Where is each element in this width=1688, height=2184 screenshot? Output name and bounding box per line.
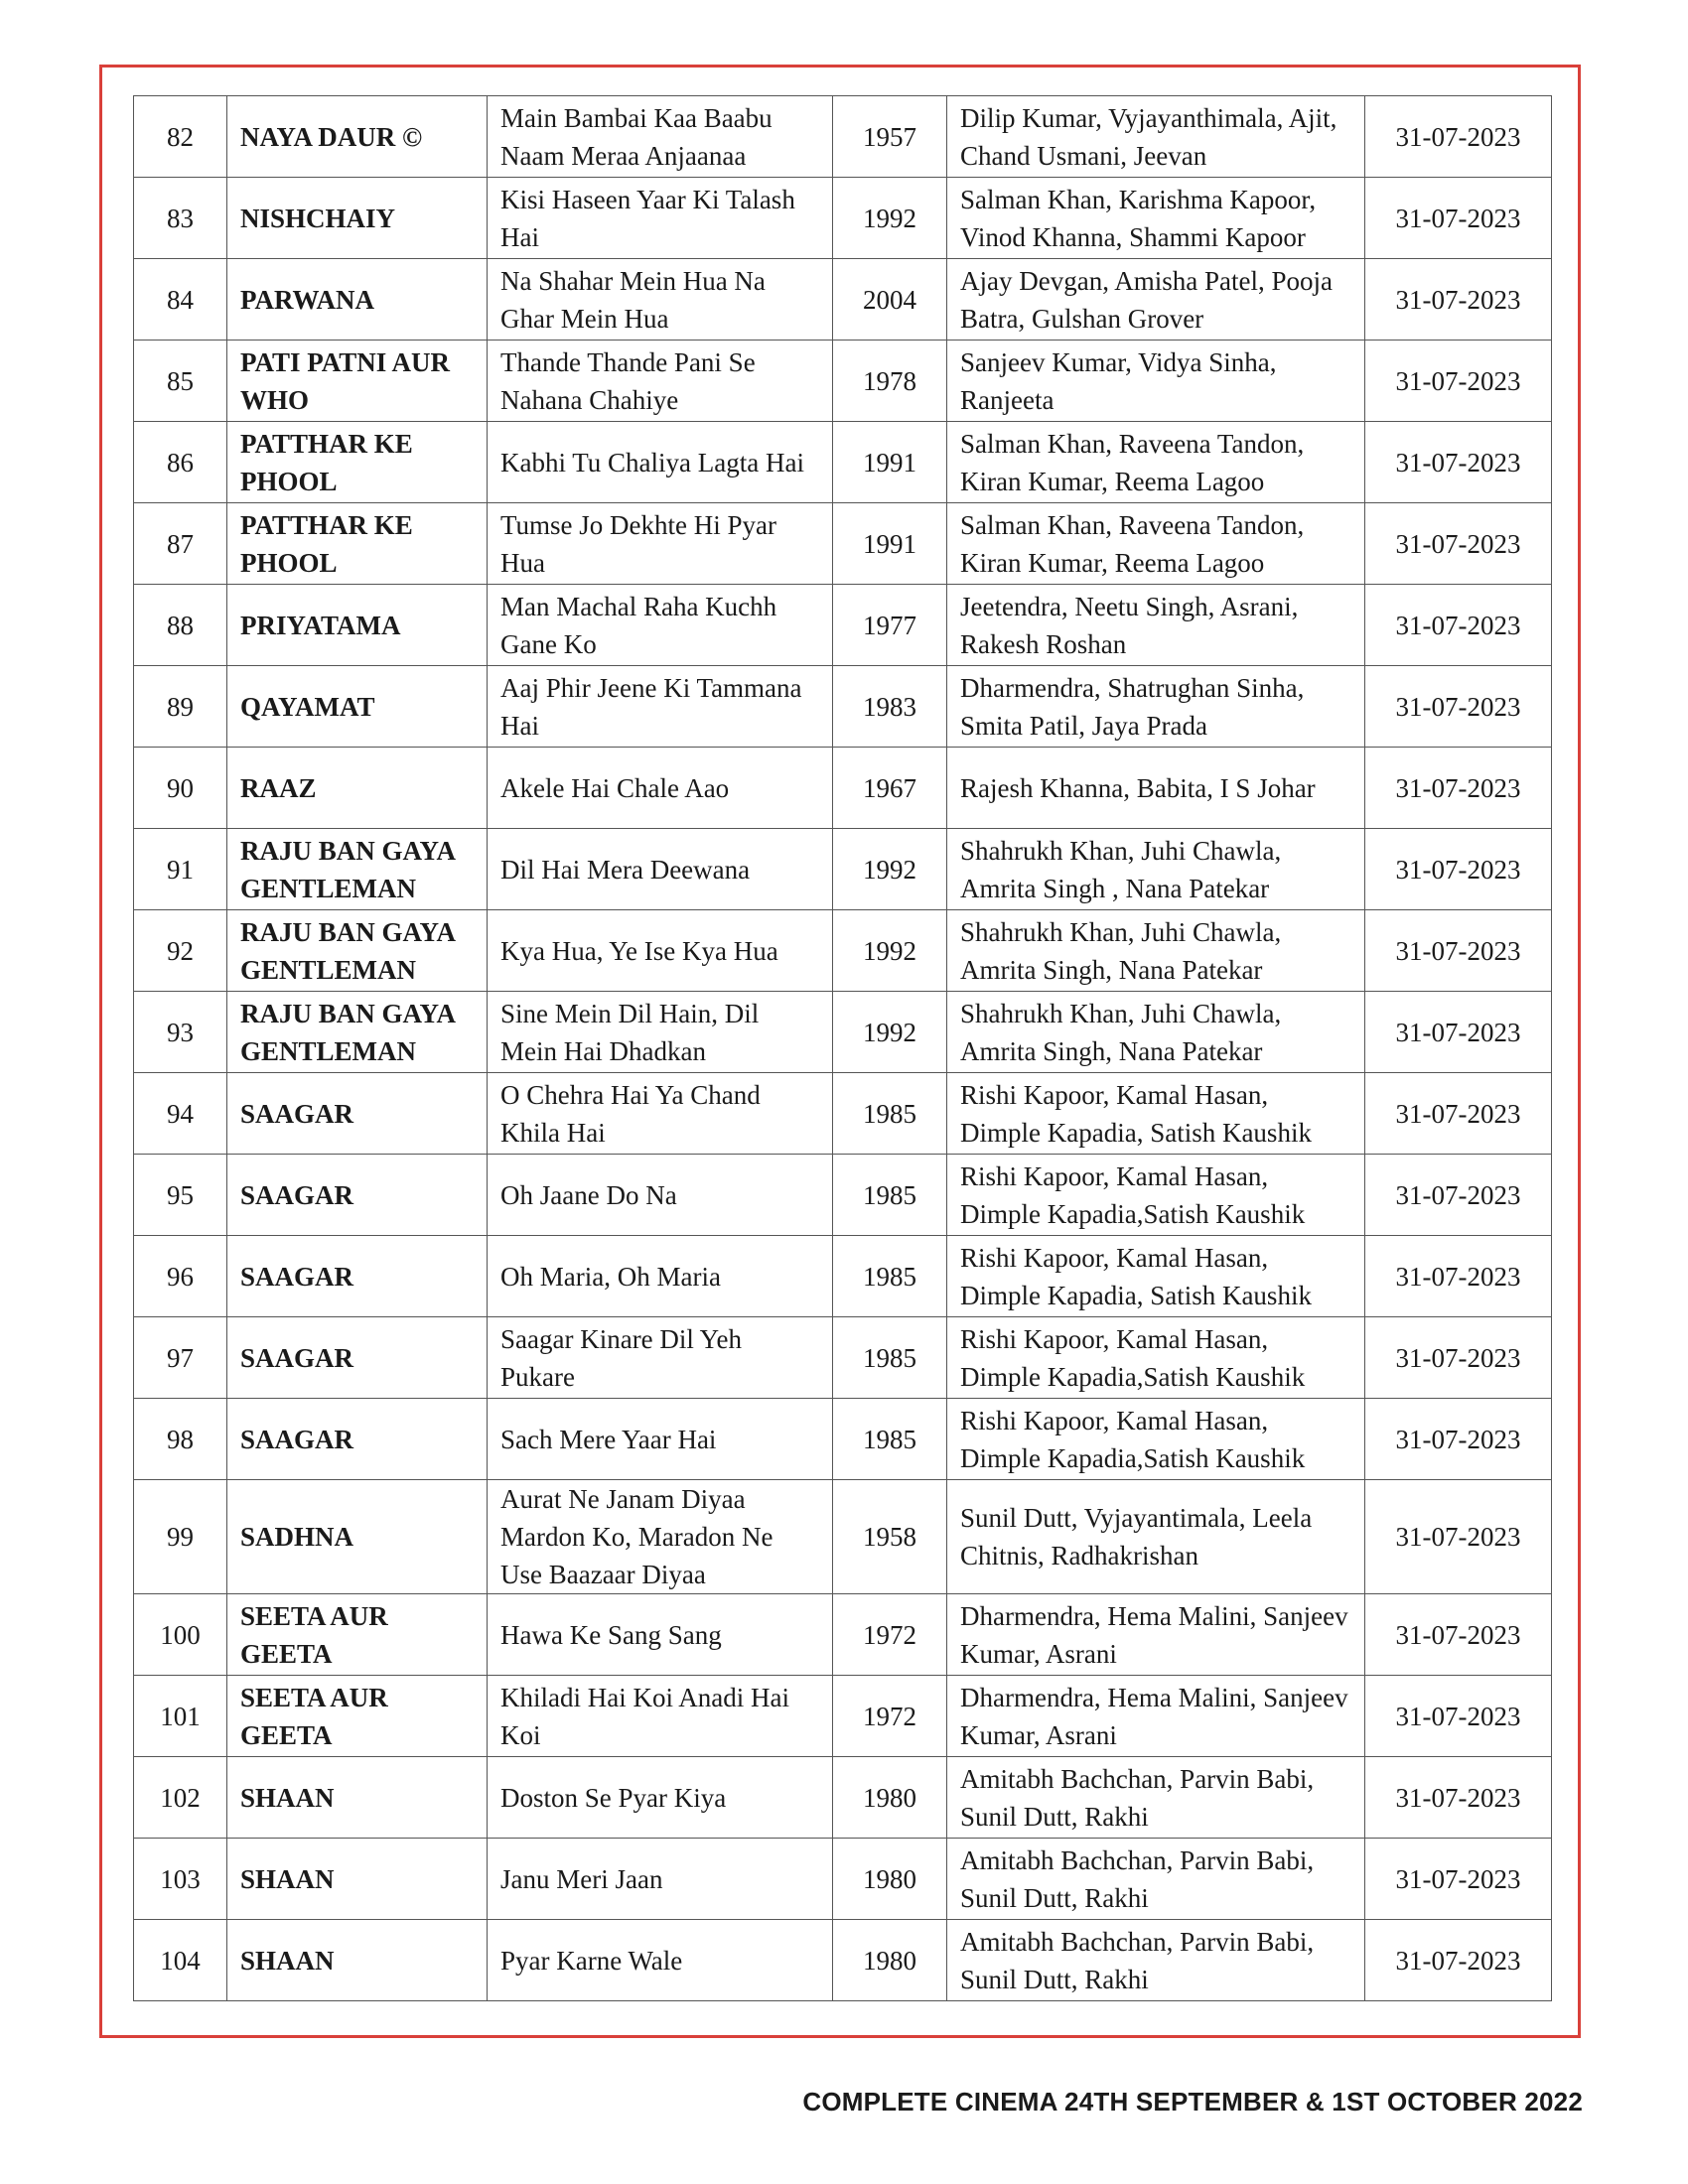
cell-valid-until-date: 31-07-2023	[1365, 1757, 1552, 1839]
cell-cast: Rishi Kapoor, Kamal Hasan, Dimple Kapadia, Satish Kaushik	[947, 1073, 1365, 1155]
cell-cast: Dilip Kumar, Vyjayanthimala, Ajit, Chand Usmani, Jeevan	[947, 96, 1365, 178]
cell-valid-until-date: 31-07-2023	[1365, 1676, 1552, 1757]
cell-release-year: 1992	[833, 992, 947, 1073]
cell-valid-until-date: 31-07-2023	[1365, 585, 1552, 666]
cell-serial-number: 95	[134, 1155, 227, 1236]
cell-film-title: PRIYATAMA	[227, 585, 488, 666]
table-row	[134, 1839, 1552, 1920]
cell-release-year: 1992	[833, 178, 947, 259]
cell-release-year: 1985	[833, 1073, 947, 1155]
cell-cast: Sanjeev Kumar, Vidya Sinha, Ranjeeta	[947, 341, 1365, 422]
cell-cast: Salman Khan, Raveena Tandon, Kiran Kumar, Reema Lagoo	[947, 503, 1365, 585]
table-row	[134, 259, 1552, 341]
cell-valid-until-date: 31-07-2023	[1365, 829, 1552, 910]
cell-release-year: 1985	[833, 1155, 947, 1236]
cell-release-year: 1985	[833, 1399, 947, 1480]
cell-song-title: Saagar Kinare Dil Yeh Pukare	[488, 1317, 833, 1399]
table-row	[134, 1480, 1552, 1594]
cell-release-year: 1991	[833, 503, 947, 585]
table-row	[134, 178, 1552, 259]
cell-film-title: PATI PATNI AUR WHO	[227, 341, 488, 422]
table-row	[134, 1757, 1552, 1839]
table-row	[134, 1594, 1552, 1676]
table-row	[134, 341, 1552, 422]
cell-song-title: Kabhi Tu Chaliya Lagta Hai	[488, 422, 833, 503]
cell-release-year: 1972	[833, 1594, 947, 1676]
cell-valid-until-date: 31-07-2023	[1365, 341, 1552, 422]
cell-cast: Dharmendra, Shatrughan Sinha, Smita Patil, Jaya Prada	[947, 666, 1365, 748]
table-row	[134, 1236, 1552, 1317]
cell-song-title: Na Shahar Mein Hua Na Ghar Mein Hua	[488, 259, 833, 341]
cell-song-title: Dil Hai Mera Deewana	[488, 829, 833, 910]
cell-film-title: SEETA AUR GEETA	[227, 1594, 488, 1676]
cell-release-year: 1978	[833, 341, 947, 422]
cell-cast: Amitabh Bachchan, Parvin Babi, Sunil Dutt, Rakhi	[947, 1839, 1365, 1920]
cell-release-year: 1958	[833, 1480, 947, 1594]
cell-cast: Dharmendra, Hema Malini, Sanjeev Kumar, Asrani	[947, 1676, 1365, 1757]
table-row	[134, 422, 1552, 503]
cell-film-title: RAJU BAN GAYA GENTLEMAN	[227, 829, 488, 910]
cell-valid-until-date: 31-07-2023	[1365, 96, 1552, 178]
cell-song-title: Doston Se Pyar Kiya	[488, 1757, 833, 1839]
table-row	[134, 1676, 1552, 1757]
table-row	[134, 1317, 1552, 1399]
cell-cast: Rishi Kapoor, Kamal Hasan, Dimple Kapadia,Satish Kaushik	[947, 1155, 1365, 1236]
table-row	[134, 1155, 1552, 1236]
cell-cast: Rajesh Khanna, Babita, I S Johar	[947, 748, 1365, 829]
cell-film-title: SADHNA	[227, 1480, 488, 1594]
cell-song-title: Akele Hai Chale Aao	[488, 748, 833, 829]
cell-song-title: Aaj Phir Jeene Ki Tammana Hai	[488, 666, 833, 748]
table-row	[134, 503, 1552, 585]
cell-cast: Dharmendra, Hema Malini, Sanjeev Kumar, Asrani	[947, 1594, 1365, 1676]
cell-film-title: SHAAN	[227, 1920, 488, 2001]
cell-cast: Ajay Devgan, Amisha Patel, Pooja Batra, Gulshan Grover	[947, 259, 1365, 341]
cell-song-title: Oh Jaane Do Na	[488, 1155, 833, 1236]
cell-cast: Shahrukh Khan, Juhi Chawla, Amrita Singh, Nana Patekar	[947, 910, 1365, 992]
cell-cast: Salman Khan, Karishma Kapoor, Vinod Khanna, Shammi Kapoor	[947, 178, 1365, 259]
cell-song-title: Kya Hua, Ye Ise Kya Hua	[488, 910, 833, 992]
cell-valid-until-date: 31-07-2023	[1365, 1920, 1552, 2001]
table-row	[134, 829, 1552, 910]
cell-valid-until-date: 31-07-2023	[1365, 666, 1552, 748]
cell-release-year: 1980	[833, 1757, 947, 1839]
cell-cast: Shahrukh Khan, Juhi Chawla, Amrita Singh , Nana Patekar	[947, 829, 1365, 910]
cell-cast: Rishi Kapoor, Kamal Hasan, Dimple Kapadia,Satish Kaushik	[947, 1317, 1365, 1399]
cell-film-title: NAYA DAUR ©	[227, 96, 488, 178]
cell-song-title: Sach Mere Yaar Hai	[488, 1399, 833, 1480]
cell-film-title: SEETA AUR GEETA	[227, 1676, 488, 1757]
cell-song-title: Hawa Ke Sang Sang	[488, 1594, 833, 1676]
cell-serial-number: 92	[134, 910, 227, 992]
cell-valid-until-date: 31-07-2023	[1365, 910, 1552, 992]
cell-serial-number: 103	[134, 1839, 227, 1920]
cell-serial-number: 88	[134, 585, 227, 666]
cell-film-title: SAAGAR	[227, 1317, 488, 1399]
cell-cast: Sunil Dutt, Vyjayantimala, Leela Chitnis, Radhakrishan	[947, 1480, 1365, 1594]
cell-serial-number: 102	[134, 1757, 227, 1839]
table-row	[134, 96, 1552, 178]
cell-serial-number: 83	[134, 178, 227, 259]
table-row	[134, 585, 1552, 666]
cell-release-year: 1985	[833, 1236, 947, 1317]
cell-release-year: 1957	[833, 96, 947, 178]
cell-serial-number: 82	[134, 96, 227, 178]
footer-publication-line: COMPLETE CINEMA 24TH SEPTEMBER & 1ST OCTOBER 2022	[802, 2087, 1583, 2116]
cell-valid-until-date: 31-07-2023	[1365, 259, 1552, 341]
table-row	[134, 992, 1552, 1073]
cell-song-title: Sine Mein Dil Hain, Dil Mein Hai Dhadkan	[488, 992, 833, 1073]
cell-valid-until-date: 31-07-2023	[1365, 1236, 1552, 1317]
cell-serial-number: 101	[134, 1676, 227, 1757]
cell-release-year: 1972	[833, 1676, 947, 1757]
cell-film-title: SHAAN	[227, 1757, 488, 1839]
cell-cast: Amitabh Bachchan, Parvin Babi, Sunil Dutt, Rakhi	[947, 1757, 1365, 1839]
cell-release-year: 1977	[833, 585, 947, 666]
cell-serial-number: 99	[134, 1480, 227, 1594]
cell-film-title: RAJU BAN GAYA GENTLEMAN	[227, 992, 488, 1073]
cell-valid-until-date: 31-07-2023	[1365, 1839, 1552, 1920]
cell-film-title: PATTHAR KE PHOOL	[227, 422, 488, 503]
cell-song-title: Aurat Ne Janam Diyaa Mardon Ko, Maradon Ne Use Baazaar Diyaa	[488, 1480, 833, 1594]
cell-valid-until-date: 31-07-2023	[1365, 178, 1552, 259]
cell-release-year: 1983	[833, 666, 947, 748]
cell-film-title: SAAGAR	[227, 1155, 488, 1236]
cell-serial-number: 87	[134, 503, 227, 585]
cell-serial-number: 98	[134, 1399, 227, 1480]
cell-song-title: Tumse Jo Dekhte Hi Pyar Hua	[488, 503, 833, 585]
cell-serial-number: 84	[134, 259, 227, 341]
cell-song-title: Thande Thande Pani Se Nahana Chahiye	[488, 341, 833, 422]
cell-valid-until-date: 31-07-2023	[1365, 1399, 1552, 1480]
cell-valid-until-date: 31-07-2023	[1365, 992, 1552, 1073]
cell-film-title: QAYAMAT	[227, 666, 488, 748]
cell-release-year: 2004	[833, 259, 947, 341]
cell-serial-number: 86	[134, 422, 227, 503]
table-row	[134, 1073, 1552, 1155]
cell-song-title: Man Machal Raha Kuchh Gane Ko	[488, 585, 833, 666]
cell-release-year: 1991	[833, 422, 947, 503]
table-row	[134, 910, 1552, 992]
cell-film-title: RAJU BAN GAYA GENTLEMAN	[227, 910, 488, 992]
cell-serial-number: 100	[134, 1594, 227, 1676]
cell-cast: Amitabh Bachchan, Parvin Babi, Sunil Dutt, Rakhi	[947, 1920, 1365, 2001]
cell-film-title: SAAGAR	[227, 1073, 488, 1155]
cell-song-title: Pyar Karne Wale	[488, 1920, 833, 2001]
cell-release-year: 1992	[833, 910, 947, 992]
song-license-table	[133, 95, 1552, 2001]
cell-film-title: PARWANA	[227, 259, 488, 341]
table-row	[134, 1399, 1552, 1480]
cell-valid-until-date: 31-07-2023	[1365, 1073, 1552, 1155]
cell-cast: Rishi Kapoor, Kamal Hasan, Dimple Kapadia, Satish Kaushik	[947, 1236, 1365, 1317]
cell-song-title: Main Bambai Kaa Baabu Naam Meraa Anjaanaa	[488, 96, 833, 178]
cell-cast: Shahrukh Khan, Juhi Chawla, Amrita Singh, Nana Patekar	[947, 992, 1365, 1073]
cell-serial-number: 91	[134, 829, 227, 910]
table-body	[134, 96, 1552, 2001]
cell-song-title: Khiladi Hai Koi Anadi Hai Koi	[488, 1676, 833, 1757]
cell-cast: Jeetendra, Neetu Singh, Asrani, Rakesh Roshan	[947, 585, 1365, 666]
cell-film-title: SAAGAR	[227, 1236, 488, 1317]
cell-serial-number: 94	[134, 1073, 227, 1155]
table-row	[134, 748, 1552, 829]
cell-release-year: 1980	[833, 1920, 947, 2001]
cell-cast: Rishi Kapoor, Kamal Hasan, Dimple Kapadia,Satish Kaushik	[947, 1399, 1365, 1480]
cell-valid-until-date: 31-07-2023	[1365, 1317, 1552, 1399]
cell-release-year: 1985	[833, 1317, 947, 1399]
cell-film-title: RAAZ	[227, 748, 488, 829]
cell-serial-number: 93	[134, 992, 227, 1073]
cell-serial-number: 104	[134, 1920, 227, 2001]
cell-valid-until-date: 31-07-2023	[1365, 748, 1552, 829]
table-row	[134, 666, 1552, 748]
cell-serial-number: 97	[134, 1317, 227, 1399]
cell-song-title: Janu Meri Jaan	[488, 1839, 833, 1920]
cell-cast: Salman Khan, Raveena Tandon, Kiran Kumar, Reema Lagoo	[947, 422, 1365, 503]
cell-valid-until-date: 31-07-2023	[1365, 1594, 1552, 1676]
cell-serial-number: 90	[134, 748, 227, 829]
cell-film-title: PATTHAR KE PHOOL	[227, 503, 488, 585]
cell-song-title: Kisi Haseen Yaar Ki Talash Hai	[488, 178, 833, 259]
table-row	[134, 1920, 1552, 2001]
cell-film-title: SAAGAR	[227, 1399, 488, 1480]
cell-serial-number: 85	[134, 341, 227, 422]
cell-song-title: Oh Maria, Oh Maria	[488, 1236, 833, 1317]
cell-valid-until-date: 31-07-2023	[1365, 1155, 1552, 1236]
cell-film-title: SHAAN	[227, 1839, 488, 1920]
cell-release-year: 1980	[833, 1839, 947, 1920]
cell-serial-number: 96	[134, 1236, 227, 1317]
cell-serial-number: 89	[134, 666, 227, 748]
cell-song-title: O Chehra Hai Ya Chand Khila Hai	[488, 1073, 833, 1155]
cell-film-title: NISHCHAIY	[227, 178, 488, 259]
cell-valid-until-date: 31-07-2023	[1365, 422, 1552, 503]
cell-release-year: 1967	[833, 748, 947, 829]
cell-valid-until-date: 31-07-2023	[1365, 503, 1552, 585]
cell-valid-until-date: 31-07-2023	[1365, 1480, 1552, 1594]
cell-release-year: 1992	[833, 829, 947, 910]
